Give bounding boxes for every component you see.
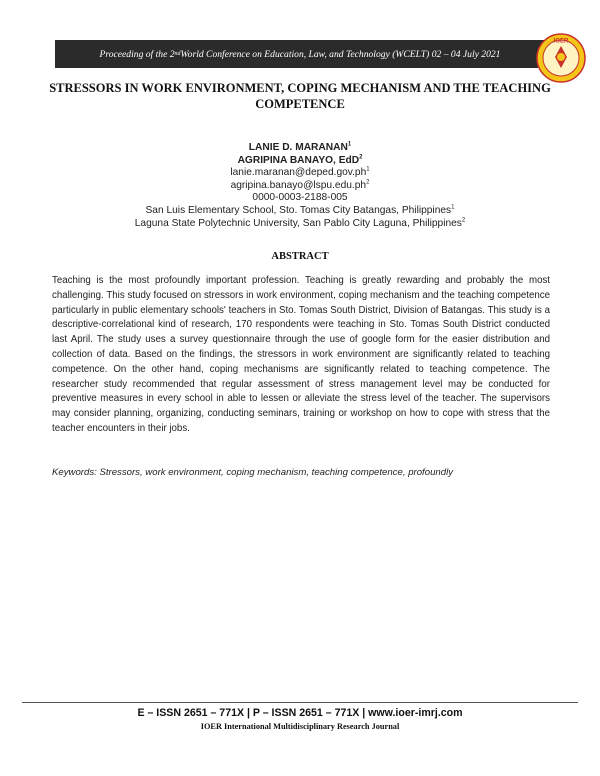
affiliation-1 [40, 205, 560, 218]
email-2 [40, 180, 560, 193]
orcid: 0000-0003-2188-005 [252, 192, 348, 204]
author-2-name: AGRIPINA BANAYO, EdD [237, 154, 360, 166]
author-1-name: LANIE D. MARANAN [248, 142, 348, 153]
affiliation-2-text: Laguna State Polytechnic University, San Pablo City Laguna, Philippines [134, 217, 462, 229]
ioer-logo-icon [536, 33, 586, 83]
author-1-sup: 1 [347, 141, 352, 148]
paper-title: STRESSORS IN WORK ENVIRONMENT, COPING MECHANISM AND THE TEACHING COMPETENCE [49, 81, 551, 111]
author-1 [40, 142, 560, 155]
abstract-heading: ABSTRACT [271, 251, 329, 262]
footer-issn: E – ISSN 2651 – 771X | P – ISSN 2651 – 771X | www.ioer-imrj.com [137, 707, 463, 719]
footer-journal: IOER International Multidisciplinary Research Journal [200, 722, 400, 731]
author-2 [40, 155, 560, 168]
footer-divider [22, 702, 578, 703]
affiliation-1-text: San Luis Elementary School, Sto. Tomas City Batangas, Philippines [145, 204, 452, 216]
conference-rest: World Conference on Education, Law, and Technology (WCELT) 02 – 04 July 2021 [180, 48, 501, 60]
abstract-body: Teaching is the most profoundly important profession. Teaching is greatly rewarding and probably the most challenging. This study focused on stressors in work environment, coping mechanism and the teaching competence particularly in public elementary schools' teachers in Sto. Tomas South District, Division of Batangas. This study is a descriptive-correlational kind of research, 170 respondents were teaching in Sto. Tomas South District conducted last April. The study uses a survey questionnaire through the use of google form for the easier distribution and collection of data. Based on the findings, the stressors in work environment are significantly related to teaching competence. On the other hand, coping mechanisms are significantly related to teaching competence. The researcher study recommended that regular assessment of stress management level may be conducted for preventive measures in every school in able to lessen or alleviate the stress level of the teacher. The supervisors may consider planning, organizing, conducting seminars, training or workshop on how to cope with stress that the teacher encounters in their jobs. [52, 275, 550, 434]
affiliation-2-sup: 2 [461, 217, 466, 224]
email-2-sup: 2 [366, 179, 370, 186]
email-1 [40, 167, 560, 180]
email-1-sup: 1 [366, 166, 370, 173]
author-2-sup: 2 [359, 154, 363, 161]
email-2-text: agripina.banayo@lspu.edu.ph [230, 179, 367, 191]
author-block [40, 142, 560, 230]
email-1-text: lanie.maranan@deped.gov.ph [230, 167, 367, 179]
conference-header: Proceeding of the 2 nd World Conference on Education, Law, and Technology (WCELT) 02 – 04 July 2021 [99, 48, 501, 60]
affiliation-1-sup: 1 [451, 204, 455, 211]
conference-prefix: Proceeding of the 2 [99, 48, 175, 60]
affiliation-2 [40, 218, 560, 231]
keywords: Keywords: Stressors, work environment, coping mechanism, teaching competence, profoundly [52, 467, 453, 478]
logo-text: IOER [553, 38, 569, 45]
